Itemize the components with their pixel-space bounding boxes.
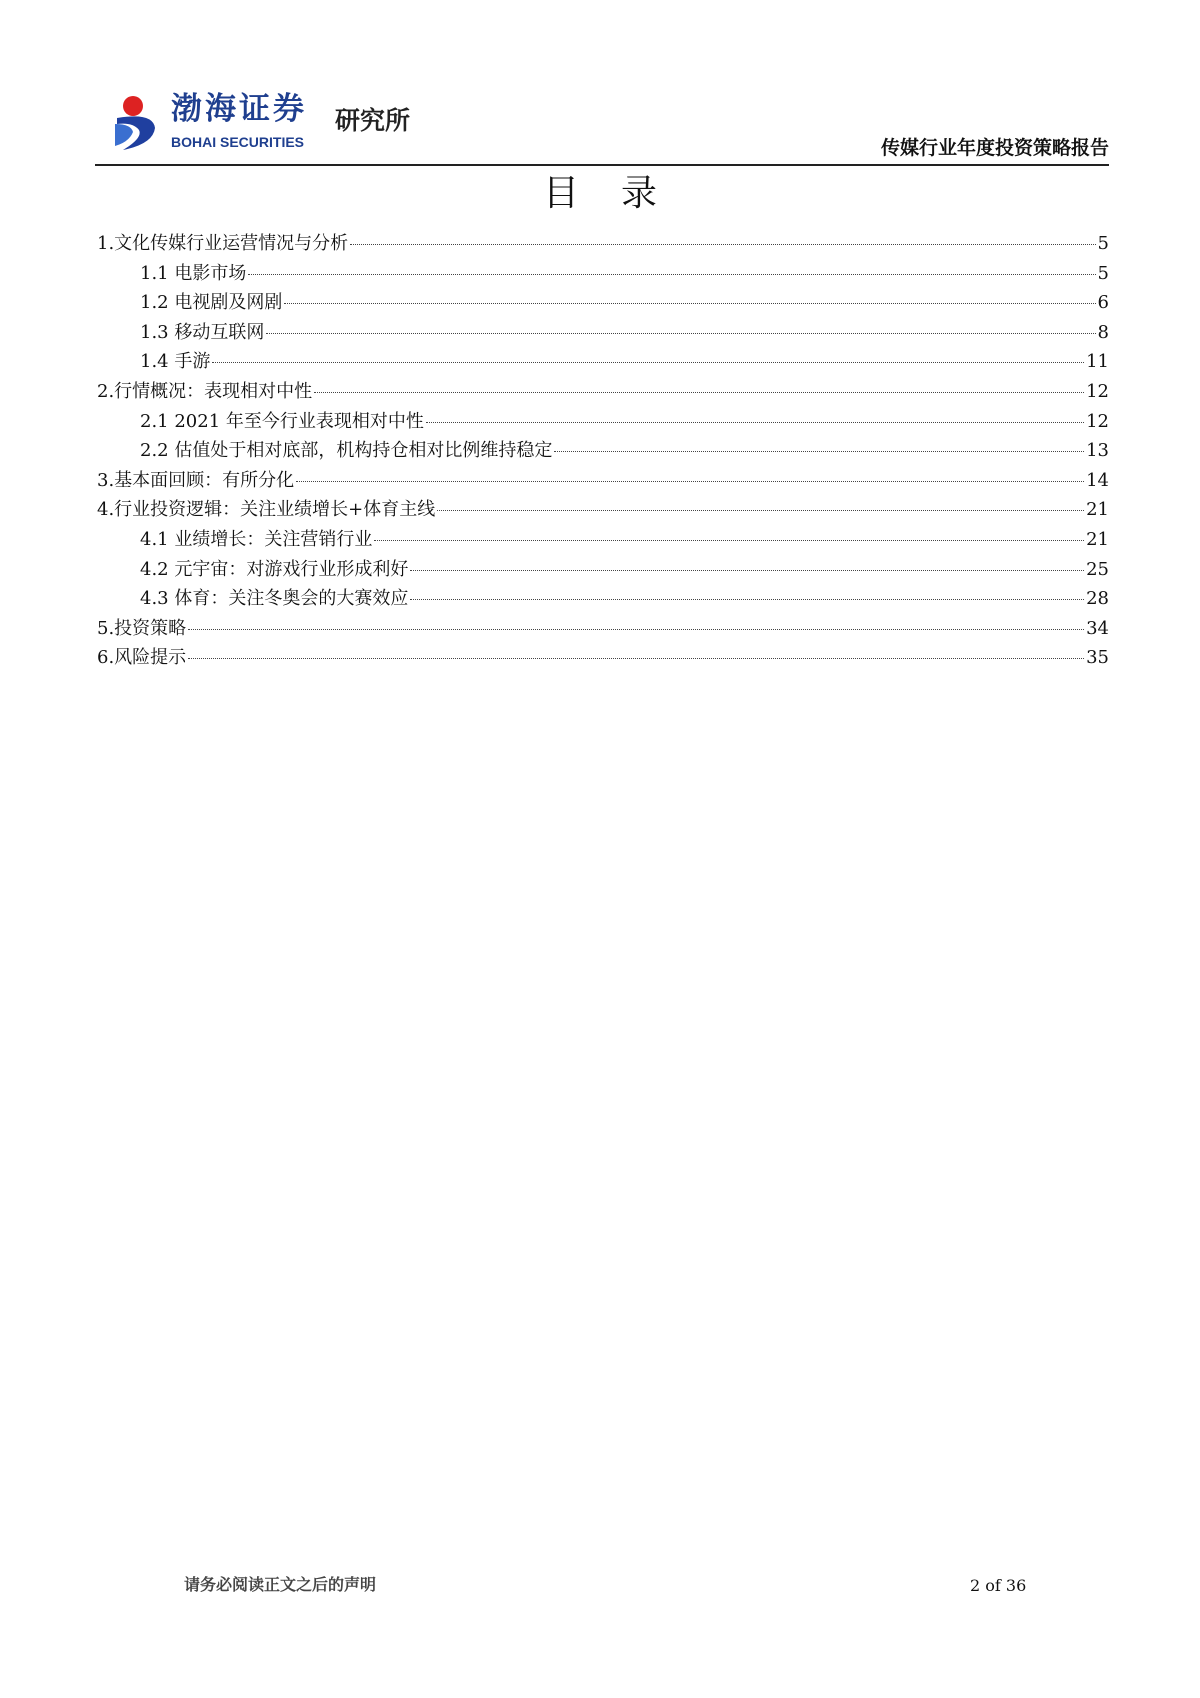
toc-leader-dots	[350, 244, 1095, 245]
toc-entry-label: 4.1 业绩增长：关注营销行业	[140, 528, 373, 550]
toc-leader-dots	[212, 362, 1084, 363]
toc-entry[interactable]	[97, 262, 1109, 292]
toc-entry-label: 1.4 手游	[140, 351, 211, 373]
logo-mark-icon	[113, 94, 163, 152]
toc-entry-label: 1.3 移动互联网	[140, 321, 265, 343]
toc-entry[interactable]	[97, 439, 1109, 469]
toc-entry-page: 11	[1086, 351, 1109, 373]
header-divider	[95, 164, 1109, 166]
toc-leader-dots	[410, 599, 1084, 600]
toc-leader-dots	[314, 392, 1084, 393]
toc-entry[interactable]	[97, 232, 1109, 262]
logo-english-name: BOHAI SECURITIES	[171, 134, 305, 150]
toc-entry-page: 21	[1086, 499, 1109, 521]
toc-leader-dots	[374, 540, 1084, 541]
toc-leader-dots	[266, 333, 1095, 334]
report-title: 传媒行业年度投资策略报告	[880, 137, 1109, 159]
toc-entry-page: 6	[1097, 292, 1109, 314]
toc-entry-label: 2.1 2021 年至今行业表现相对中性	[140, 410, 424, 432]
toc-entry-page: 12	[1086, 380, 1109, 402]
toc-leader-dots	[296, 481, 1084, 482]
toc-leader-dots	[410, 570, 1084, 571]
toc-entry[interactable]	[97, 410, 1109, 440]
footer-disclaimer: 请务必阅读正文之后的声明	[184, 1575, 377, 1594]
toc-entry-label: 3.基本面回顾：有所分化	[97, 469, 295, 491]
toc-entry-label: 1.1 电影市场	[140, 262, 247, 284]
toc-leader-dots	[284, 303, 1095, 304]
table-of-contents	[97, 232, 1109, 676]
toc-entry[interactable]	[97, 587, 1109, 617]
toc-entry-label: 2.行情概况：表现相对中性	[97, 380, 313, 402]
institute-label: 研究所	[335, 106, 411, 135]
toc-entry-page: 21	[1086, 528, 1109, 550]
toc-entry-page: 25	[1086, 558, 1109, 580]
toc-entry-page: 28	[1086, 588, 1109, 610]
toc-entry-page: 5	[1097, 262, 1109, 284]
toc-entry[interactable]	[97, 528, 1109, 558]
toc-title: 目录	[542, 173, 699, 214]
toc-leader-dots	[426, 422, 1084, 423]
toc-entry-page: 12	[1086, 410, 1109, 432]
toc-entry-page: 5	[1097, 233, 1109, 254]
toc-entry[interactable]	[97, 380, 1109, 410]
toc-leader-dots	[554, 451, 1084, 452]
bohai-securities-logo	[113, 91, 433, 156]
toc-entry[interactable]	[97, 617, 1109, 647]
toc-entry-page: 35	[1086, 647, 1109, 669]
toc-entry[interactable]	[97, 498, 1109, 528]
toc-leader-dots	[248, 274, 1095, 275]
toc-leader-dots	[188, 658, 1084, 659]
toc-entry[interactable]	[97, 646, 1109, 676]
toc-entry-label: 2.2 估值处于相对底部，机构持仓相对比例维持稳定	[140, 440, 553, 462]
toc-entry-label: 5.投资策略	[97, 617, 187, 639]
toc-leader-dots	[437, 510, 1084, 511]
toc-entry-label: 4.行业投资逻辑：关注业绩增长+体育主线	[97, 499, 436, 521]
page-indicator: 2 of 36	[970, 1576, 1027, 1595]
toc-entry-label: 1.文化传媒行业运营情况与分析	[97, 233, 349, 254]
toc-entry[interactable]	[97, 291, 1109, 321]
toc-entry-label: 4.3 体育：关注冬奥会的大赛效应	[140, 588, 409, 610]
toc-entry-page: 8	[1097, 321, 1109, 343]
toc-leader-dots	[188, 629, 1084, 630]
toc-entry[interactable]	[97, 469, 1109, 499]
toc-entry[interactable]	[97, 350, 1109, 380]
toc-entry[interactable]	[97, 321, 1109, 351]
toc-entry-page: 13	[1086, 440, 1109, 462]
toc-entry-page: 14	[1086, 469, 1109, 491]
toc-entry[interactable]	[97, 558, 1109, 588]
toc-entry-label: 1.2 电视剧及网剧	[140, 292, 283, 314]
toc-entry-page: 34	[1086, 617, 1109, 639]
toc-entry-label: 4.2 元宇宙：对游戏行业形成利好	[140, 558, 409, 580]
toc-entry-label: 6.风险提示	[97, 647, 187, 669]
logo-chinese-name: 渤海证券	[171, 91, 307, 127]
